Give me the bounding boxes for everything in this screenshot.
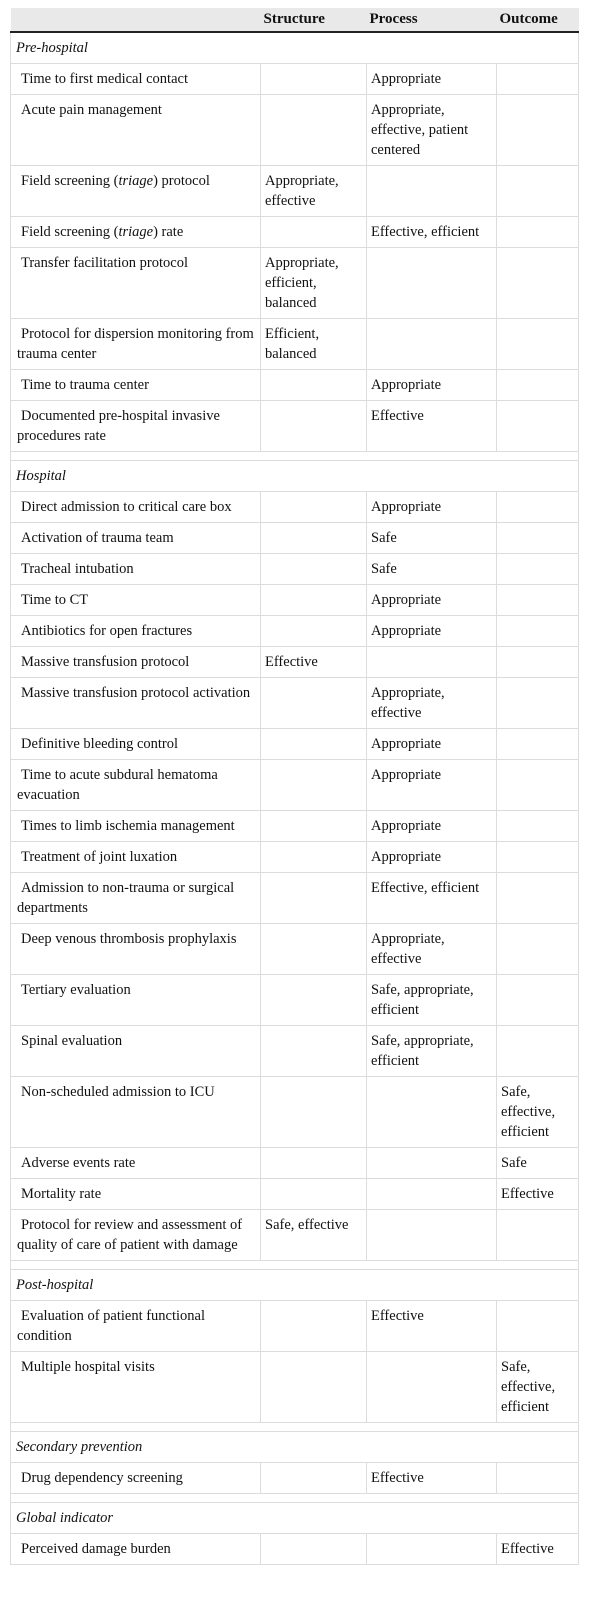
outcome-cell [497,811,579,842]
process-cell: Appropriate [367,585,497,616]
table-row [11,678,579,729]
indicator-text: Time to first medical contact [21,71,188,87]
structure-cell [261,1026,367,1077]
table-row [11,760,579,811]
indicator-text: Field screening ( [21,224,119,240]
structure-cell [261,523,367,554]
outcome-cell [497,729,579,760]
indicator-text: Admission to non-trauma or surgical departments [17,880,235,916]
outcome-cell: Safe [497,1148,579,1179]
outcome-cell [497,585,579,616]
structure-cell [261,1463,367,1494]
indicator-text: Acute pain management [21,102,162,118]
structure-cell: Efficient, balanced [261,319,367,370]
outcome-cell [497,95,579,166]
indicator-cell [11,1534,261,1565]
indicator-text: Massive transfusion protocol activation [21,685,251,701]
outcome-cell [497,842,579,873]
structure-cell [261,1352,367,1423]
structure-cell [261,678,367,729]
table-row [11,924,579,975]
structure-cell [261,1301,367,1352]
section-title: Secondary prevention [11,1432,579,1463]
table-row [11,1179,579,1210]
table-row [11,248,579,319]
structure-cell [261,585,367,616]
section-header-row [11,461,579,492]
outcome-cell: Effective [497,1534,579,1565]
indicator-text: Time to CT [21,592,89,608]
indicator-cell [11,873,261,924]
process-cell: Effective [367,1463,497,1494]
table-row [11,873,579,924]
section-spacer [11,1261,579,1270]
structure-cell [261,729,367,760]
indicator-emphasis: triage [118,224,154,240]
process-cell [367,1210,497,1261]
process-cell [367,1077,497,1148]
outcome-cell [497,647,579,678]
process-cell: Appropriate, effective [367,924,497,975]
header-structure: Structure [261,8,367,32]
indicator-cell [11,842,261,873]
process-cell: Appropriate [367,811,497,842]
table-row [11,585,579,616]
outcome-cell [497,975,579,1026]
outcome-cell [497,401,579,452]
structure-cell [261,64,367,95]
indicator-cell [11,217,261,248]
structure-cell [261,811,367,842]
outcome-cell [497,248,579,319]
process-cell: Appropriate, effective, patient centered [367,95,497,166]
table-row [11,1352,579,1423]
indicator-cell [11,678,261,729]
indicator-cell [11,554,261,585]
process-cell: Safe, appropriate, efficient [367,1026,497,1077]
indicator-cell [11,760,261,811]
indicator-cell [11,811,261,842]
process-cell [367,319,497,370]
process-cell: Effective [367,401,497,452]
outcome-cell [497,554,579,585]
structure-cell [261,1534,367,1565]
table-row [11,1301,579,1352]
indicator-cell [11,585,261,616]
indicator-text: Transfer facilitation protocol [21,255,188,271]
structure-cell [261,1179,367,1210]
outcome-cell [497,166,579,217]
table-row [11,1463,579,1494]
process-cell: Safe [367,523,497,554]
table-row [11,166,579,217]
indicator-cell [11,95,261,166]
indicator-cell [11,1179,261,1210]
table-row [11,95,579,166]
process-cell: Safe [367,554,497,585]
structure-cell: Safe, effective [261,1210,367,1261]
section-title: Pre-hospital [11,32,579,64]
structure-cell [261,370,367,401]
header-indicator [11,8,261,32]
structure-cell [261,401,367,452]
indicator-text: Tracheal intubation [21,561,134,577]
indicator-cell [11,370,261,401]
structure-cell: Appropriate, effective [261,166,367,217]
indicator-cell [11,319,261,370]
process-cell: Appropriate [367,616,497,647]
table-row [11,523,579,554]
table-row [11,616,579,647]
outcome-cell [497,1301,579,1352]
table-row [11,842,579,873]
section-spacer [11,1423,579,1432]
indicator-text: Drug dependency screening [21,1470,183,1486]
indicator-text-suffix: ) protocol [153,173,210,189]
structure-cell [261,1077,367,1148]
process-cell [367,248,497,319]
section-title: Post-hospital [11,1270,579,1301]
process-cell: Appropriate [367,760,497,811]
header-row [11,8,579,32]
indicator-cell [11,1301,261,1352]
indicator-text: Perceived damage burden [21,1541,171,1557]
indicator-emphasis: triage [118,173,154,189]
indicator-text: Deep venous thrombosis prophylaxis [21,931,237,947]
table-row [11,1210,579,1261]
indicator-text: Multiple hospital visits [21,1359,155,1375]
outcome-cell: Safe, effective, efficient [497,1077,579,1148]
structure-cell [261,95,367,166]
indicator-text: Massive transfusion protocol [21,654,190,670]
indicator-cell [11,1210,261,1261]
table-row [11,401,579,452]
indicator-text: Antibiotics for open fractures [21,623,193,639]
process-cell [367,1534,497,1565]
structure-cell [261,924,367,975]
indicator-text: Activation of trauma team [21,530,174,546]
indicator-text: Direct admission to critical care box [21,499,232,515]
indicator-text-suffix: ) rate [153,224,184,240]
process-cell: Effective [367,1301,497,1352]
indicator-text: Protocol for review and assessment of quality of care of patient with damage [17,1217,243,1253]
outcome-cell [497,319,579,370]
outcome-cell [497,492,579,523]
indicator-text: Non-scheduled admission to ICU [21,1084,215,1100]
indicator-text: Adverse events rate [21,1155,136,1171]
structure-cell [261,842,367,873]
process-cell [367,166,497,217]
indicator-cell [11,1148,261,1179]
section-title: Hospital [11,461,579,492]
section-header-row [11,32,579,64]
table-row [11,319,579,370]
process-cell: Effective, efficient [367,217,497,248]
process-cell [367,647,497,678]
indicator-cell [11,975,261,1026]
indicator-text: Field screening ( [21,173,119,189]
structure-cell [261,492,367,523]
section-header-row [11,1270,579,1301]
process-cell: Appropriate [367,64,497,95]
indicator-cell [11,924,261,975]
process-cell [367,1179,497,1210]
process-cell: Appropriate [367,842,497,873]
outcome-cell [497,64,579,95]
table-row [11,647,579,678]
table-row [11,370,579,401]
structure-cell [261,217,367,248]
indicator-text: Spinal evaluation [21,1033,123,1049]
indicator-text: Mortality rate [21,1186,102,1202]
table-row [11,1026,579,1077]
outcome-cell [497,924,579,975]
outcome-cell [497,678,579,729]
quality-indicators-table [10,8,579,1565]
indicator-cell [11,248,261,319]
outcome-cell [497,370,579,401]
indicator-cell [11,1463,261,1494]
indicator-cell [11,166,261,217]
indicator-cell [11,729,261,760]
indicator-text: Evaluation of patient functional condition [17,1308,206,1344]
outcome-cell: Safe, effective, efficient [497,1352,579,1423]
indicator-text: Documented pre-hospital invasive procedures rate [17,408,220,444]
outcome-cell [497,1210,579,1261]
section-spacer [11,452,579,461]
indicator-cell [11,647,261,678]
indicator-text: Treatment of joint luxation [21,849,178,865]
process-cell: Appropriate [367,492,497,523]
structure-cell [261,873,367,924]
section-header-row [11,1432,579,1463]
structure-cell [261,1148,367,1179]
outcome-cell: Effective [497,1179,579,1210]
structure-cell [261,975,367,1026]
structure-cell: Appropriate, efficient, balanced [261,248,367,319]
indicator-cell [11,616,261,647]
process-cell: Appropriate, effective [367,678,497,729]
indicator-text: Protocol for dispersion monitoring from trauma center [17,326,254,362]
section-header-row [11,1503,579,1534]
table-body [11,32,579,1565]
table-row [11,554,579,585]
outcome-cell [497,616,579,647]
header-process: Process [367,8,497,32]
indicator-text: Tertiary evaluation [21,982,131,998]
structure-cell [261,554,367,585]
header-outcome: Outcome [497,8,579,32]
indicator-cell [11,401,261,452]
indicator-cell [11,523,261,554]
outcome-cell [497,1463,579,1494]
table-row [11,729,579,760]
outcome-cell [497,523,579,554]
table-row [11,975,579,1026]
indicator-text: Time to acute subdural hematoma evacuation [17,767,218,803]
indicator-cell [11,1026,261,1077]
table-row [11,64,579,95]
process-cell [367,1352,497,1423]
structure-cell [261,760,367,811]
outcome-cell [497,760,579,811]
outcome-cell [497,1026,579,1077]
table-row [11,1534,579,1565]
table-row [11,1077,579,1148]
table-row [11,492,579,523]
indicator-cell [11,492,261,523]
process-cell: Effective, efficient [367,873,497,924]
section-title: Global indicator [11,1503,579,1534]
process-cell: Safe, appropriate, efficient [367,975,497,1026]
table-row [11,811,579,842]
indicator-cell [11,1352,261,1423]
process-cell: Appropriate [367,370,497,401]
indicator-text: Time to trauma center [21,377,149,393]
table-row [11,1148,579,1179]
table-row [11,217,579,248]
indicator-cell [11,64,261,95]
section-spacer [11,1494,579,1503]
process-cell [367,1148,497,1179]
indicator-text: Definitive bleeding control [21,736,179,752]
structure-cell: Effective [261,647,367,678]
indicator-text: Times to limb ischemia management [21,818,235,834]
structure-cell [261,616,367,647]
outcome-cell [497,217,579,248]
outcome-cell [497,873,579,924]
process-cell: Appropriate [367,729,497,760]
indicator-cell [11,1077,261,1148]
